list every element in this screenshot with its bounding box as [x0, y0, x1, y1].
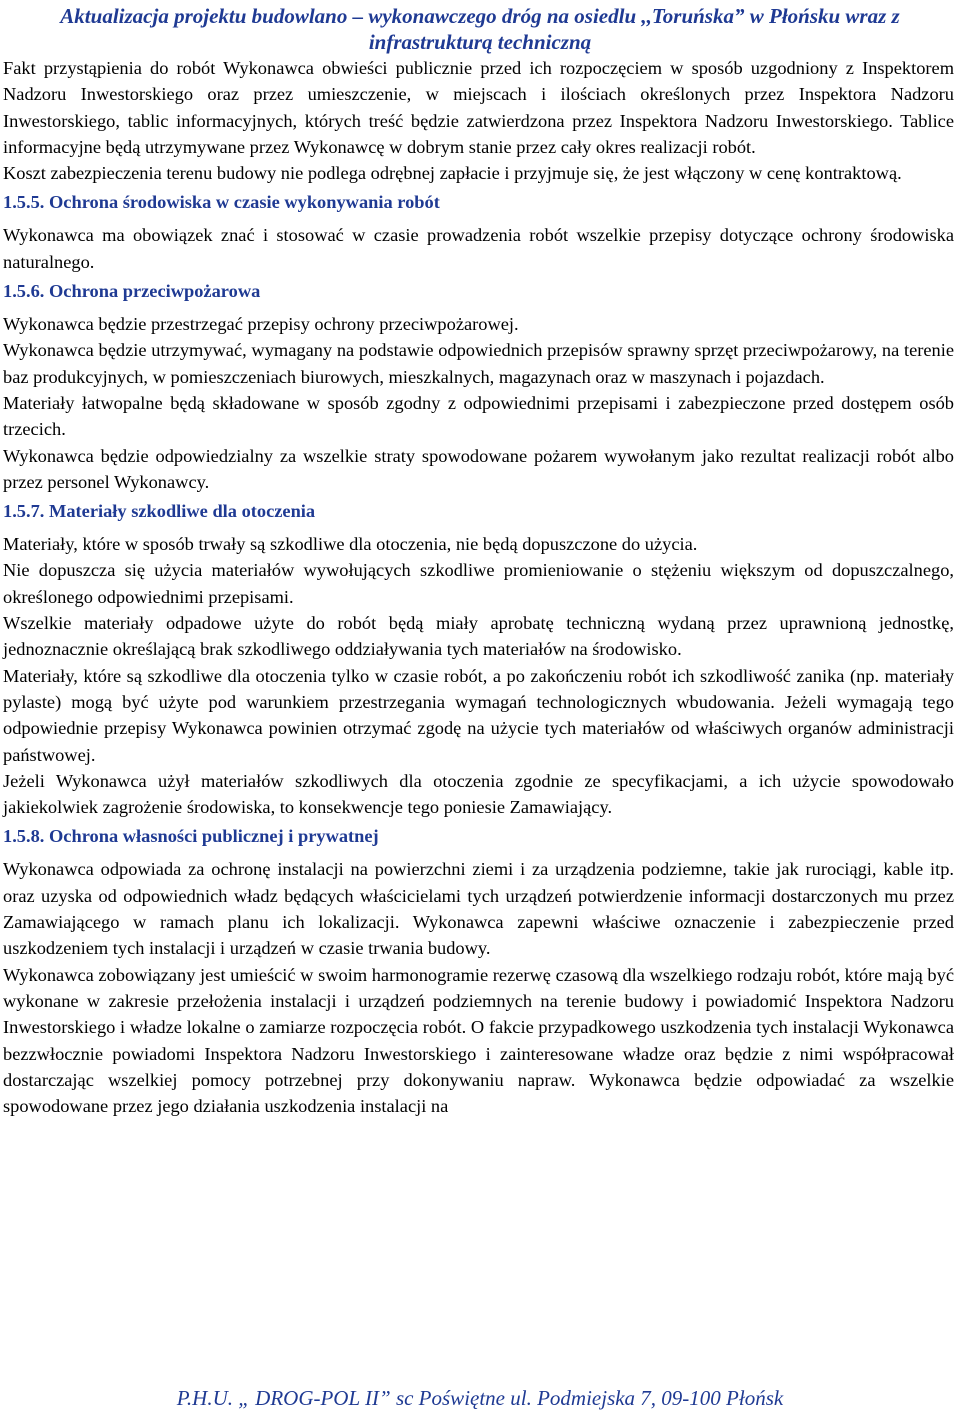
section-1-5-8-paragraph-2: Wykonawca zobowiązany jest umieścić w swoim harmonogramie rezerwę czasową dla wszelkiego rodzaju robót, które mają być wykonane w zakresie przełożenia instalacji i urządzeń podziemnych na terenie budowy i powiadomić Inspektora Nadzoru Inwestorskiego i władze lokalne o zamiarze rozpoczęcia robót. O fakcie przypadkowego uszkodzenia tych instalacji Wykonawca bezzwłocznie powiadomi Inspektora Nadzoru Inwestorskiego i zainteresowane władze oraz będzie z nimi współpracował dostarczając wszelkiej pomocy potrzebnej przy dokonywaniu napraw. Wykonawca będzie odpowiadać za wszelkie spowodowane przez jego działania uszkodzenia instalacji na [3, 964, 954, 1117]
section-1-5-6-paragraph-4: Wykonawca będzie odpowiedzialny za wszelkie straty spowodowane pożarem wywołanym jako rezultat realizacji robót albo przez personel Wykonawcy. [3, 445, 954, 492]
section-heading-1-5-7 [3, 498, 954, 524]
section-1-5-8-paragraph-1: Wykonawca odpowiada za ochronę instalacji na powierzchni ziemi i za urządzenia podziemne, takie jak rurociągi, kable itp. oraz uzyska od odpowiednich władz będących właścicielami tych urządzeń potwierdzenie informacji dostarczonych mu przez Zamawiającego w ramach planu ich lokalizacji. Wykonawca zapewni właściwe oznaczenie i zabezpieczenie przed uszkodzeniem tych instalacji i urządzeń w czasie trwania budowy. [3, 859, 954, 959]
section-number: 1.5.8. [3, 826, 45, 847]
section-heading-1-5-8 [3, 823, 954, 849]
section-number: 1.5.6. [3, 281, 45, 302]
section-1-5-7-paragraph-3: Wszelkie materiały odpadowe użyte do robót będą miały aprobatę techniczną wydaną przez uprawnioną jednostkę, jednoznacznie określającą brak szkodliwego oddziaływania tych materiałów na środowisko. [3, 613, 954, 660]
document-header [0, 3, 960, 55]
section-title: Ochrona przeciwpożarowa [49, 281, 261, 302]
section-1-5-6-paragraph-2: Wykonawca będzie utrzymywać, wymagany na podstawie odpowiednich przepisów sprawny sprzęt przeciwpożarowy, na terenie baz produkcyjnych, w pomieszczeniach biurowych, mieszkalnych, magazynach oraz w maszynach i pojazdach. [3, 340, 954, 387]
section-1-5-5-paragraph-1: Wykonawca ma obowiązek znać i stosować w czasie prowadzenia robót wszelkie przepisy dotyczące ochrony środowiska naturalnego. [3, 225, 954, 272]
section-number: 1.5.7. [3, 501, 45, 522]
intro-paragraph-1: Fakt przystąpienia do robót Wykonawca obwieści publicznie przed ich rozpoczęciem w sposób uzgodniony z Inspektorem Nadzoru Inwestorskiego oraz przez umieszczenie, w miejscach i ilościach określonych przez Inspektora Nadzoru Inwestorskiego, tablic informacyjnych, których treść będzie zatwierdzona przez Inspektora Nadzoru Inwestorskiego. Tablice informacyjne będą utrzymywane przez Wykonawcę w dobrym stanie przez cały okres realizacji robót. [3, 58, 954, 157]
section-title: Ochrona własności publicznej i prywatnej [49, 826, 379, 847]
header-title-line-2: infrastrukturą techniczną [368, 30, 592, 54]
section-heading-1-5-5 [3, 189, 954, 215]
section-1-5-7-paragraph-1: Materiały, które w sposób trwały są szkodliwe dla otoczenia, nie będą dopuszczone do użycia. [3, 534, 698, 555]
section-1-5-7-paragraph-4: Materiały, które są szkodliwe dla otoczenia tylko w czasie robót, a po zakończeniu robót ich szkodliwość zanika (np. materiały pylaste) mogą być użyte pod warunkiem przestrzegania wymagań technologicznych wbudowania. Jeżeli wymagają tego odpowiednie przepisy Wykonawca powinien otrzymać zgodę na użycie tych materiałów od właściwych organów administracji państwowej. [3, 665, 954, 765]
document-footer: P.H.U. „ DROG-POL II” sc Poświętne ul. Podmiejska 7, 09-100 Płońsk [176, 1386, 784, 1410]
section-number: 1.5.5. [3, 192, 45, 213]
section-1-5-7-paragraph-5: Jeżeli Wykonawca użył materiałów szkodliwych dla otoczenia zgodnie ze specyfikacjami, a ich użycie spowodowało jakiekolwiek zagrożenie środowiska, to konsekwencje tego poniesie Zamawiający. [3, 770, 954, 818]
section-heading-1-5-6 [3, 278, 954, 304]
header-title-line-1: Aktualizacja projektu budowlano – wykonawczego dróg na osiedlu ,,Toruńska” w Płońsku wraz z [60, 4, 900, 28]
document-body [3, 55, 954, 1119]
section-1-5-7-paragraph-2: Nie dopuszcza się użycia materiałów wywołujących szkodliwe promieniowanie o stężeniu większym od dopuszczalnego, określonego odpowiednimi przepisami. [3, 560, 954, 607]
section-1-5-6-paragraph-1: Wykonawca będzie przestrzegać przepisy ochrony przeciwpożarowej. [3, 314, 519, 335]
section-1-5-6-paragraph-3: Materiały łatwopalne będą składowane w sposób zgodny z odpowiednimi przepisami i zabezpieczone przed dostępem osób trzecich. [3, 392, 954, 440]
intro-paragraph-2: Koszt zabezpieczenia terenu budowy nie podlega odrębnej zapłacie i przyjmuje się, że jest włączony w cenę kontraktową. [3, 163, 902, 184]
section-title: Materiały szkodliwe dla otoczenia [49, 501, 316, 522]
section-title: Ochrona środowiska w czasie wykonywania robót [49, 192, 440, 213]
